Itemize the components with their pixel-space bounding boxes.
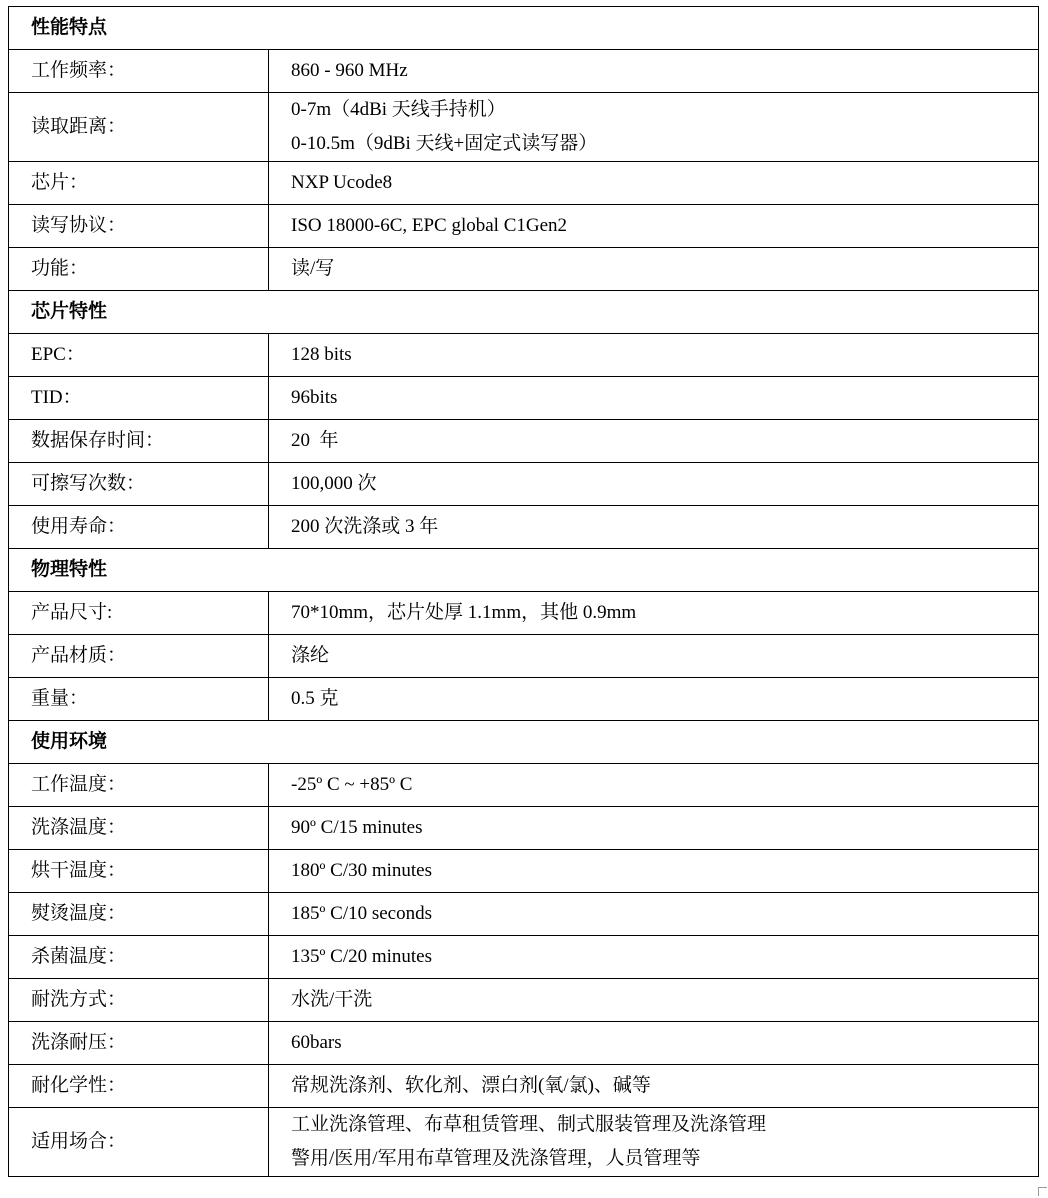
value-drying-temp: 180º C/30 minutes <box>269 850 1039 893</box>
value-application <box>269 1108 1039 1177</box>
label-weight: 重量： <box>9 678 269 721</box>
read-range-line-1: 0-7m（4dBi 天线手持机） <box>291 99 506 120</box>
value-lifetime: 200 次洗涤或 3 年 <box>269 506 1039 549</box>
value-frequency: 860 - 960 MHz <box>269 50 1039 93</box>
label-material: 产品材质： <box>9 635 269 678</box>
value-retention: 20 年 <box>269 420 1039 463</box>
label-application: 适用场合： <box>9 1108 269 1177</box>
table-row <box>9 807 1039 850</box>
table-row <box>9 248 1039 291</box>
label-washing-method: 耐洗方式： <box>9 979 269 1022</box>
label-read-range: 读取距离： <box>9 93 269 162</box>
section-title-physical: 物理特性 <box>9 549 1039 592</box>
section-title-chip: 芯片特性 <box>9 291 1039 334</box>
read-range-line-2: 0-10.5m（9dBi 天线+固定式读写器） <box>291 133 598 154</box>
value-read-range <box>269 93 1039 162</box>
label-protocol: 读写协议： <box>9 205 269 248</box>
application-line-1: 工业洗涤管理、布草租赁管理、制式服装管理及洗涤管理 <box>291 1114 767 1135</box>
table-row <box>9 764 1039 807</box>
value-size: 70*10mm，芯片处厚 1.1mm，其他 0.9mm <box>269 592 1039 635</box>
table-row <box>9 635 1039 678</box>
value-pressure: 60bars <box>269 1022 1039 1065</box>
value-washing-method: 水洗/干洗 <box>269 979 1039 1022</box>
value-weight: 0.5 克 <box>269 678 1039 721</box>
table-row <box>9 506 1039 549</box>
table-row <box>9 463 1039 506</box>
page-corner-mark <box>1038 1187 1047 1196</box>
table-row <box>9 1065 1039 1108</box>
section-row <box>9 291 1039 334</box>
table-row <box>9 1108 1039 1177</box>
table-row <box>9 678 1039 721</box>
value-operating-temp: -25º C ~ +85º C <box>269 764 1039 807</box>
table-row <box>9 979 1039 1022</box>
label-lifetime: 使用寿命： <box>9 506 269 549</box>
label-operating-temp: 工作温度： <box>9 764 269 807</box>
table-row <box>9 936 1039 979</box>
label-retention: 数据保存时间： <box>9 420 269 463</box>
label-washing-temp: 洗涤温度： <box>9 807 269 850</box>
label-chemical: 耐化学性： <box>9 1065 269 1108</box>
section-row <box>9 721 1039 764</box>
label-cycles: 可擦写次数： <box>9 463 269 506</box>
label-chip: 芯片： <box>9 162 269 205</box>
value-tid: 96bits <box>269 377 1039 420</box>
value-chip: NXP Ucode8 <box>269 162 1039 205</box>
table-row <box>9 420 1039 463</box>
table-row <box>9 592 1039 635</box>
section-row <box>9 549 1039 592</box>
label-epc: EPC： <box>9 334 269 377</box>
table-row <box>9 50 1039 93</box>
table-row <box>9 850 1039 893</box>
table-row <box>9 377 1039 420</box>
value-chemical: 常规洗涤剂、软化剂、漂白剂(氧/氯)、碱等 <box>269 1065 1039 1108</box>
table-row <box>9 205 1039 248</box>
label-pressure: 洗涤耐压： <box>9 1022 269 1065</box>
spec-table <box>8 6 1039 1177</box>
value-protocol: ISO 18000-6C, EPC global C1Gen2 <box>269 205 1039 248</box>
label-function: 功能： <box>9 248 269 291</box>
section-title-performance: 性能特点 <box>9 7 1039 50</box>
table-row <box>9 893 1039 936</box>
label-tid: TID： <box>9 377 269 420</box>
value-cycles: 100,000 次 <box>269 463 1039 506</box>
application-line-2: 警用/医用/军用布草管理及洗涤管理，人员管理等 <box>291 1148 701 1169</box>
table-row <box>9 334 1039 377</box>
section-row <box>9 7 1039 50</box>
value-sterilization-temp: 135º C/20 minutes <box>269 936 1039 979</box>
table-row <box>9 93 1039 162</box>
value-washing-temp: 90º C/15 minutes <box>269 807 1039 850</box>
label-ironing-temp: 熨烫温度： <box>9 893 269 936</box>
label-frequency: 工作频率： <box>9 50 269 93</box>
value-ironing-temp: 185º C/10 seconds <box>269 893 1039 936</box>
value-material: 涤纶 <box>269 635 1039 678</box>
value-function: 读/写 <box>269 248 1039 291</box>
label-drying-temp: 烘干温度： <box>9 850 269 893</box>
label-size: 产品尺寸: <box>9 592 269 635</box>
value-epc: 128 bits <box>269 334 1039 377</box>
table-row <box>9 1022 1039 1065</box>
label-sterilization-temp: 杀菌温度： <box>9 936 269 979</box>
table-row <box>9 162 1039 205</box>
section-title-environment: 使用环境 <box>9 721 1039 764</box>
